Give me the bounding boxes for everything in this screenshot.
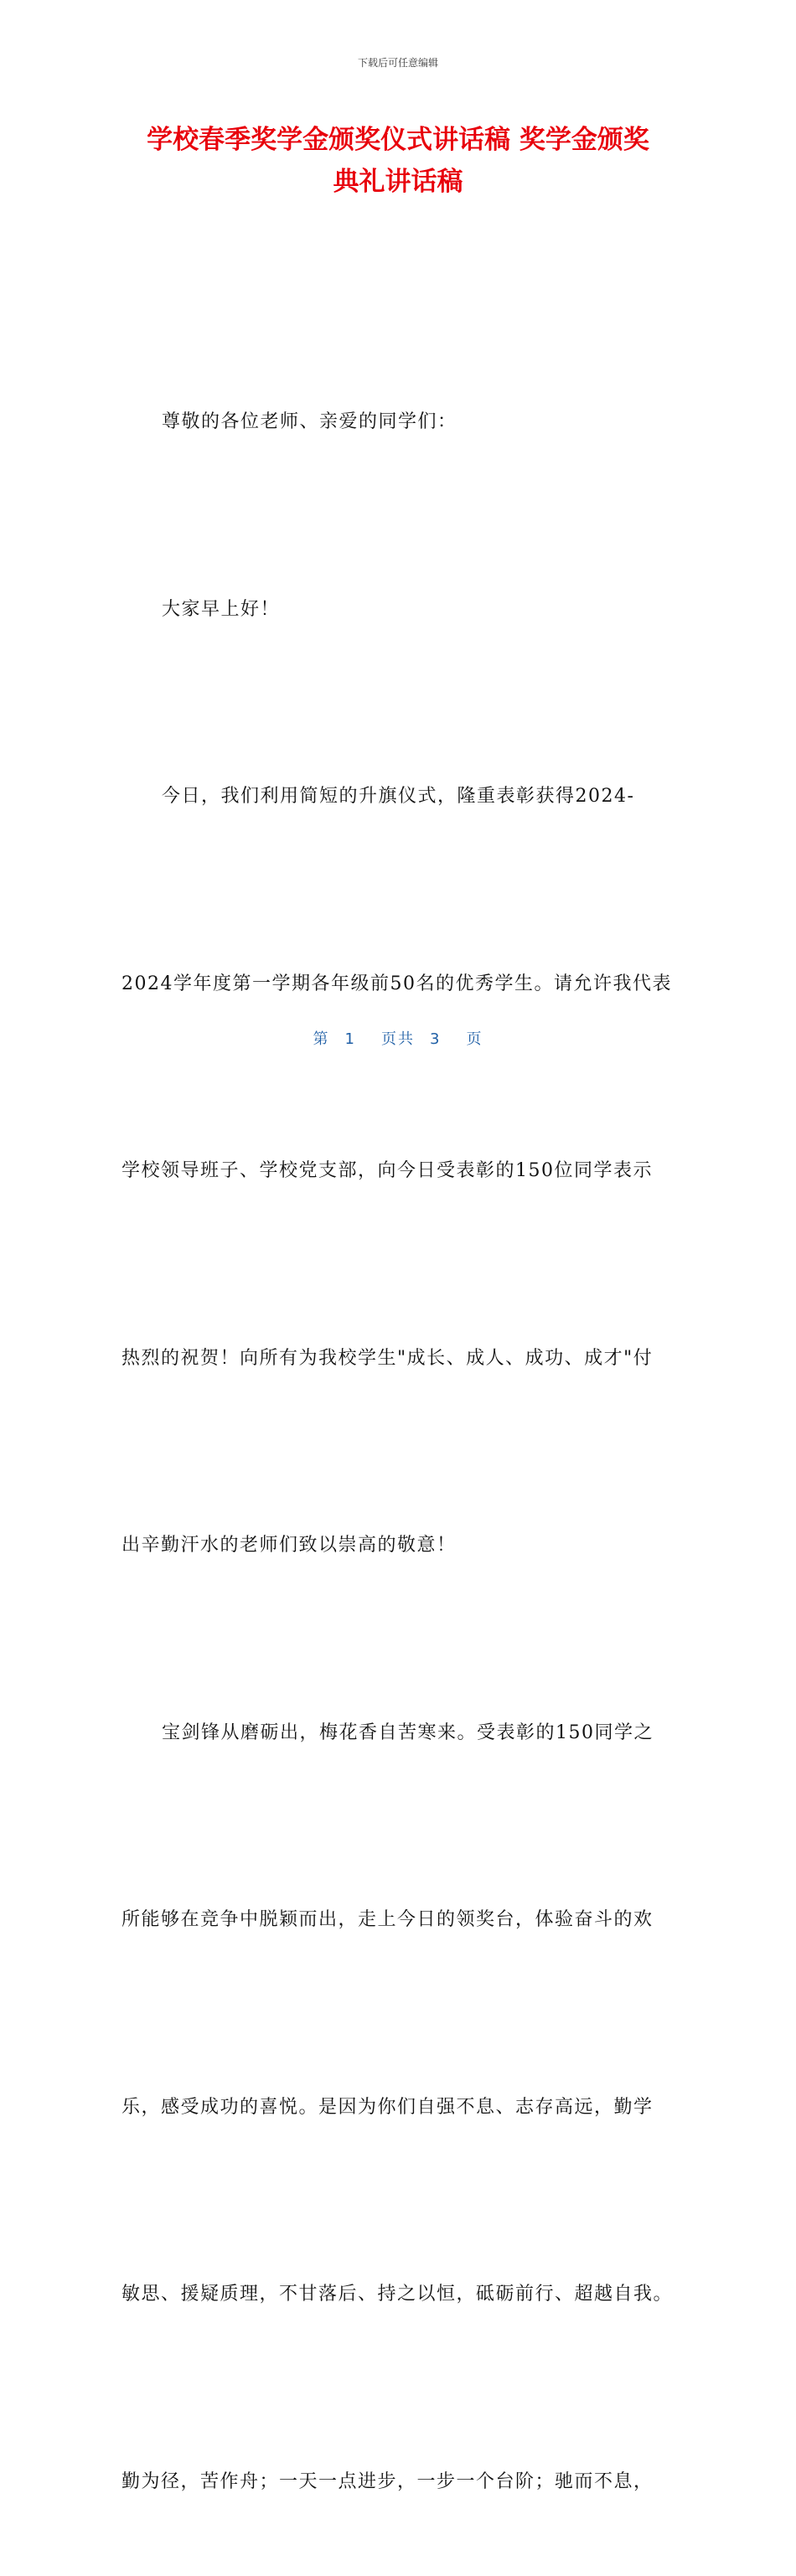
greeting: 大家早上好！ <box>162 598 281 620</box>
title-line-1: 学校春季奖学金颁奖仪式讲话稿 奖学金颁奖 <box>147 125 649 155</box>
footer-prefix: 第 <box>313 1030 330 1048</box>
paragraph-line: 敏思、援疑质理，不甘落后、持之以恒，砥砺前行、超越自我。 <box>121 2284 674 2305</box>
page-footer <box>0 1027 796 1049</box>
footer-current-page: 1 <box>344 1030 356 1048</box>
paragraph-line: 宝剑锋从磨砺出，梅花香自苦寒来。受表彰的150同学之 <box>162 1722 654 1743</box>
paragraph-line: 勤为径，苦作舟；一天一点进步，一步一个台阶；驰而不息， <box>121 2470 654 2492</box>
title-line-2: 典礼讲话稿 <box>333 167 463 197</box>
salutation: 尊敬的各位老师、亲爱的同学们： <box>162 411 457 432</box>
paragraph-line: 2024学年度第一学期各年级前50名的优秀学生。请允许我代表 <box>121 973 672 994</box>
paragraph-line: 所能够在竞争中脱颖而出，走上今日的领奖台，体验奋斗的欢 <box>121 1909 654 1930</box>
footer-middle: 页共 <box>381 1030 415 1048</box>
footer-total-pages: 3 <box>430 1030 442 1048</box>
paragraph-line: 乐，感受成功的喜悦。是因为你们自强不息、志存高远，勤学 <box>121 2096 654 2118</box>
footer-suffix: 页 <box>466 1030 483 1048</box>
document-title <box>101 119 695 203</box>
paragraph-line: 今日，我们利用简短的升旗仪式，隆重表彰获得2024- <box>162 786 635 807</box>
paragraph-line: 学校领导班子、学校党支部，向今日受表彰的150位同学表示 <box>121 1160 653 1181</box>
paragraph-line: 出辛勤汗水的老师们致以崇高的敬意！ <box>121 1535 457 1556</box>
paragraph-line: 热烈的祝贺！向所有为我校学生"成长、成人、成功、成才"付 <box>121 1347 654 1369</box>
document-body <box>121 266 679 2576</box>
header-note: 下载后可任意编辑 <box>357 57 438 69</box>
